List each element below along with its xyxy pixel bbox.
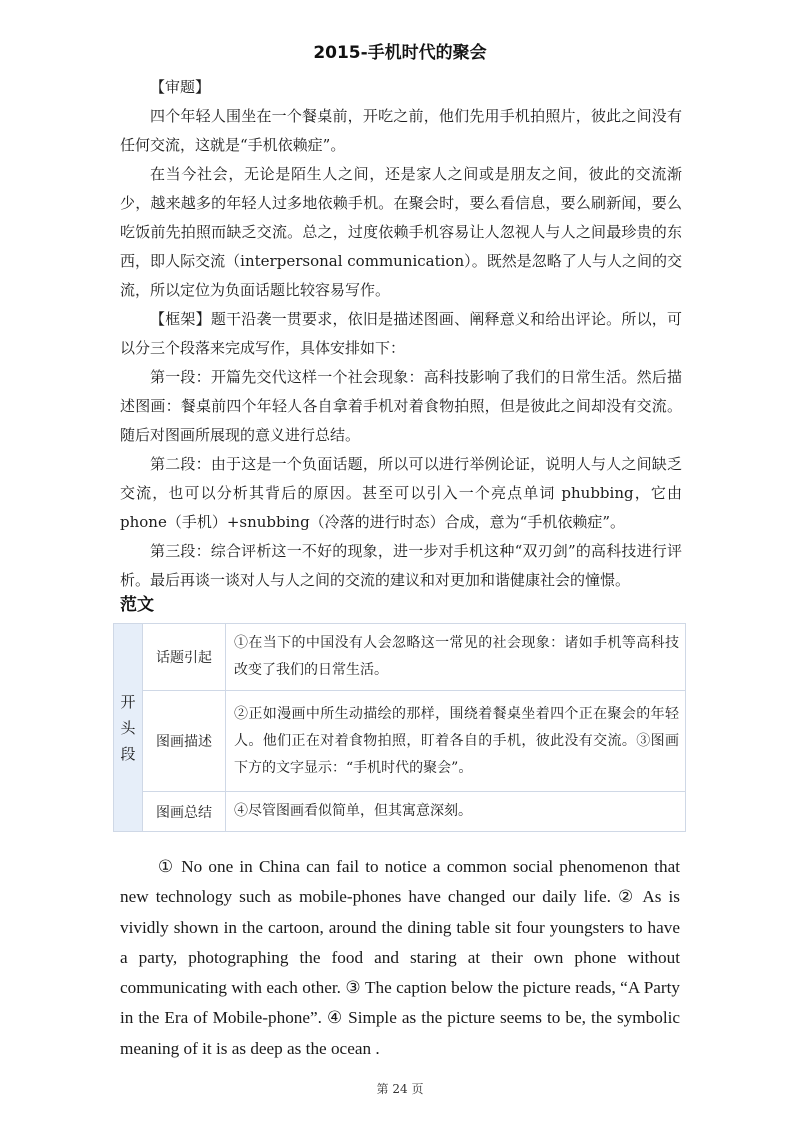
analysis-section: [120, 73, 682, 595]
row-label: 话题引起: [143, 624, 226, 691]
row-label: 图画总结: [143, 792, 226, 832]
page-number: 第 24 页: [376, 1082, 424, 1096]
table-row: [114, 792, 686, 832]
table-row: [114, 691, 686, 792]
analysis-paragraph: 第一段：开篇先交代这样一个社会现象：高科技影响了我们的日常生活。然后描述图画：餐桌前四个年轻人各自拿着手机对着食物拍照，但是彼此之间却没有交流。随后对图画所展现的意义进行总结。: [120, 368, 682, 444]
sample-essay-paragraph: ① No one in China can fail to notice a common social phenomenon that new technology such as mobile-phones have changed our daily life. ② As is vividly shown in the cartoon, around the dining table sit four youngsters to have a party, photographing the food and staring at their own phone without communicating with each other. ③ The caption below the picture reads, “A Party in the Era of Mobile-phone”. ④ Simple as the picture seems to be, the symbolic meaning of it is as deep as the ocean .: [120, 857, 680, 1058]
row-text: ④尽管图画看似简单，但其寓意深刻。: [226, 792, 686, 832]
row-text: ①在当下的中国没有人会忽略这一常见的社会现象：诸如手机等高科技改变了我们的日常生活。: [226, 624, 686, 691]
opening-plan-table: [113, 623, 686, 832]
row-text: ②正如漫画中所生动描绘的那样，围绕着餐桌坐着四个正在聚会的年轻人。他们正在对着食物拍照，盯着各自的手机，彼此没有交流。③图画下方的文字显示：“手机时代的聚会”。: [226, 691, 686, 792]
analysis-paragraph: 第三段：综合评析这一不好的现象，进一步对手机这种“双刃剑”的高科技进行评析。最后再谈一谈对人与人之间的交流的建议和对更加和谐健康社会的憧憬。: [120, 542, 682, 589]
analysis-paragraph: 四个年轻人围坐在一个餐桌前，开吃之前，他们先用手机拍照片，彼此之间没有任何交流，这就是“手机依赖症”。: [120, 107, 682, 154]
row-label: 图画描述: [143, 691, 226, 792]
analysis-paragraph: 【框架】题干沿袭一贯要求，依旧是描述图画、阐释意义和给出评论。所以，可以分三个段落来完成写作，具体安排如下：: [120, 310, 682, 357]
topic-heading: 【审题】: [150, 78, 211, 96]
page-title: 2015-手机时代的聚会: [313, 43, 487, 63]
part-label-char: 开: [120, 692, 136, 711]
part-label-char: 头: [120, 718, 136, 737]
analysis-paragraph: 在当今社会，无论是陌生人之间，还是家人之间或是朋友之间，彼此的交流渐少，越来越多的年轻人过多地依赖手机。在聚会时，要么看信息，要么刷新闻，要么吃饭前先拍照而缺乏交流。总之，过度依赖手机容易让人忽视人与人之间最珍贵的东西，即人际交流（interpersonal communication）。既然是忽略了人与人之间的交流，所以定位为负面话题比较容易写作。: [120, 165, 682, 299]
table-row: [114, 624, 686, 691]
sample-heading: 范文: [120, 595, 154, 615]
part-label-char: 段: [120, 744, 136, 763]
analysis-paragraph: 第二段：由于这是一个负面话题，所以可以进行举例论证，说明人与人之间缺乏交流，也可以分析其背后的原因。甚至可以引入一个亮点单词 phubbing，它由 phone（手机）+snubbing（冷落的进行时态）合成，意为“手机依赖症”。: [120, 455, 682, 531]
part-label-cell: [114, 624, 143, 832]
